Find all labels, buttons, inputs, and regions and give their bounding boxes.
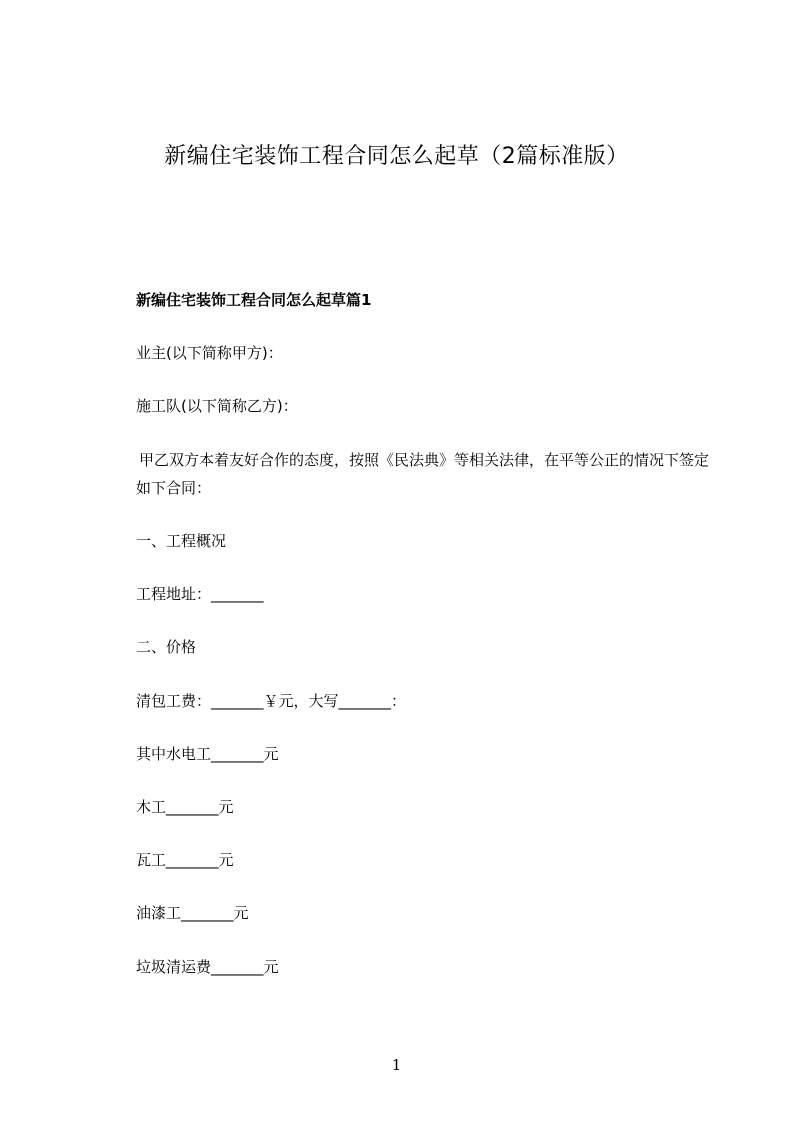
heading-project-overview: 一、工程概况	[136, 532, 227, 550]
carpentry-line: 木工_______元	[136, 798, 234, 816]
plumbing-electrical-line: 其中水电工_______元	[136, 745, 279, 763]
tiling-line: 瓦工_______元	[136, 851, 234, 869]
painting-line: 油漆工_______元	[136, 904, 249, 922]
document-title: 新编住宅装饰工程合同怎么起草（2篇标准版）	[164, 144, 629, 169]
page-number: 1	[391, 1056, 402, 1074]
heading-price: 二、价格	[136, 638, 197, 656]
waste-removal-line: 垃圾清运费_______元	[136, 958, 279, 976]
contractor-line: 施工队(以下简称乙方)：	[136, 397, 298, 415]
total-fee-line: 清包工费：_______￥元，大写_______：	[136, 692, 407, 710]
owner-line: 业主(以下简称甲方)：	[136, 344, 283, 362]
section-heading: 新编住宅装饰工程合同怎么起草篇1	[136, 291, 372, 309]
intro-paragraph: 甲乙双方本着友好合作的态度，按照《民法典》等相关法律，在平等公正的情况下签定如下合同：	[136, 451, 710, 497]
site-address-line: 工程地址：_______	[136, 585, 264, 603]
